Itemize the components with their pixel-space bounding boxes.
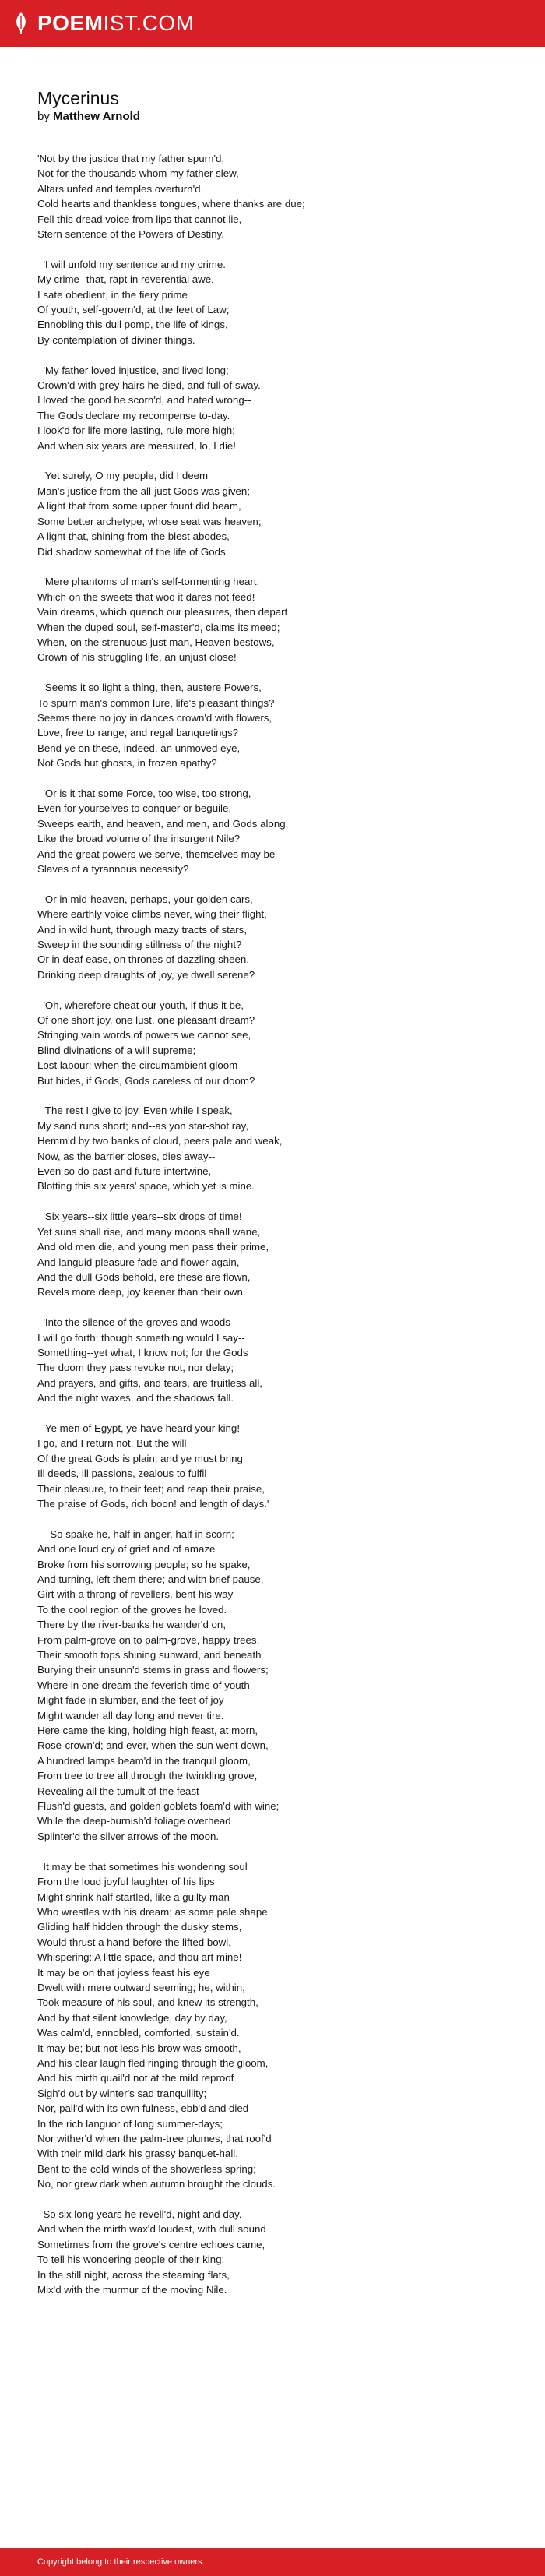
poem-line: Sweeps earth, and heaven, and men, and Gods along, <box>37 817 289 830</box>
poem-byline <box>37 109 520 125</box>
poem-line: Of the great Gods is plain; and ye must bring <box>37 1452 243 1464</box>
poem-line: Sigh'd out by winter's sad tranquillity; <box>37 2087 207 2099</box>
poem-line: Blotting this six years' space, which yet is mine. <box>37 1180 255 1193</box>
poem-line: Of youth, self-govern'd, at the feet of Law; <box>37 304 230 316</box>
poem-line: A hundred lamps beam'd in the tranquil gloom, <box>37 1754 251 1767</box>
poem-line: But hides, if Gods, Gods careless of our doom? <box>37 1074 255 1087</box>
poem-line: There by the river-banks he wander'd on, <box>37 1619 227 1631</box>
poem-line: Stringing vain words of powers we cannot see, <box>37 1029 251 1041</box>
poem-line: 'The rest I give to joy. Even while I speak, <box>37 1105 233 1117</box>
poem-line: Bend ye on these, indeed, an unmoved eye, <box>37 742 241 754</box>
poem-line: Who wrestles with his dream; as some pale shape <box>37 1905 268 1918</box>
poem-author[interactable]: Matthew Arnold <box>53 110 140 123</box>
poem-line: Their smooth tops shining sunward, and beneath <box>37 1649 262 1662</box>
poem-line: It may be that sometimes his wondering soul <box>37 1860 248 1873</box>
poem-stanza <box>37 892 520 982</box>
poem-line: The doom they pass revoke not, nor delay; <box>37 1362 234 1374</box>
poem-line: My sand runs short; and--as yon star-shot ray, <box>37 1119 248 1132</box>
site-footer <box>0 2548 545 2576</box>
poem-line: Splinter'd the silver arrows of the moon. <box>37 1830 220 1842</box>
poem-line: Gliding half hidden through the dusky stems, <box>37 1921 242 1933</box>
poem-line: Bent to the cold winds of the showerless spring; <box>37 2162 256 2175</box>
logo-bold-text: POEM <box>37 11 104 35</box>
poem-line: And the dull Gods behold, ere these are flown, <box>37 1270 251 1283</box>
poem-line: And turning, left them there; and with brief pause, <box>37 1573 264 1585</box>
copyright-text: Copyright belong to their respective owners. <box>37 2557 205 2567</box>
poem-line: I will go forth; though something would I say-- <box>37 1331 245 1344</box>
poem-line: From tree to tree all through the twinkling grove, <box>37 1770 258 1782</box>
poem-line: Yet suns shall rise, and many moons shall wane, <box>37 1225 261 1238</box>
poem-line: Nor wither'd when the palm-tree plumes, that roof'd <box>37 2133 272 2144</box>
poem-line: And his clear laugh fled ringing through the gloom, <box>37 2056 269 2069</box>
poem-line: I look'd for life more lasting, rule more high; <box>37 425 235 437</box>
poem-container <box>37 87 520 2313</box>
poem-line: Crown'd with grey hairs he died, and full of sway. <box>37 379 261 392</box>
poem-line: Crown of his struggling life, an unjust close! <box>37 651 237 664</box>
logo-light-text: IST.COM <box>103 11 195 35</box>
site-header <box>0 0 545 47</box>
poem-line: And his mirth quail'd not at the mild reproof <box>37 2072 234 2084</box>
poem-line: 'I will unfold my sentence and my crime. <box>37 258 226 270</box>
poem-line: 'Or is it that some Force, too wise, too strong, <box>37 787 251 799</box>
poem-line: I loved the good he scorn'd, and hated wrong-- <box>37 394 251 407</box>
poem-line: When the duped soul, self-master'd, claims its meed; <box>37 621 280 633</box>
poem-line: 'Ye men of Egypt, ye have heard your king! <box>37 1422 241 1434</box>
poem-line: Mix'd with the murmur of the moving Nile. <box>37 2284 227 2296</box>
poem-stanza <box>37 998 520 1088</box>
poem-line: Whispering: A little space, and thou art mine! <box>37 1951 242 1964</box>
poem-line: To tell his wondering people of their king; <box>37 2254 225 2266</box>
poem-stanza <box>37 1859 520 2192</box>
poem-line: Drinking deep draughts of joy, ye dwell serene? <box>37 968 255 981</box>
poem-line: And in wild hunt, through mazy tracts of stars, <box>37 923 248 936</box>
poem-line: And by that silent knowledge, day by day, <box>37 2011 227 2024</box>
poem-stanza <box>37 1527 520 1845</box>
poem-line: The praise of Gods, rich boon! and length of days.' <box>37 1497 269 1510</box>
poem-line: 'Not by the justice that my father spurn'd, <box>37 153 225 164</box>
poem-line: 'Mere phantoms of man's self-tormenting heart, <box>37 576 260 588</box>
poem-line: Girt with a throng of revellers, bent his way <box>37 1588 234 1601</box>
poem-line: Ennobling this dull pomp, the life of kings, <box>37 319 228 331</box>
poem-line: So six long years he revell'd, night and day. <box>37 2208 242 2221</box>
poem-stanza <box>37 680 520 770</box>
poem-line: Vain dreams, which quench our pleasures, then depart <box>37 606 288 618</box>
poem-line: A light that from some upper fount did beam, <box>37 500 241 513</box>
poem-line: I go, and I return not. But the will <box>37 1437 187 1450</box>
poem-line: 'Or in mid-heaven, perhaps, your golden cars, <box>37 893 253 905</box>
poem-stanza <box>37 1421 520 1511</box>
poem-line: Did shadow somewhat of the life of Gods. <box>37 545 229 558</box>
poem-body <box>37 151 520 2297</box>
poem-line: Where in one dream the feverish time of youth <box>37 1679 250 1691</box>
poem-line: From the loud joyful laughter of his lips <box>37 1876 215 1888</box>
poem-line: While the deep-burnish'd foliage overhead <box>37 1815 231 1827</box>
poem-line: Might fade in slumber, and the feet of joy <box>37 1694 224 1707</box>
poem-line: Or in deaf ease, on thrones of dazzling sheen, <box>37 953 250 966</box>
poem-line: It may be on that joyless feast his eye <box>37 1966 210 1979</box>
poem-line: Some better archetype, whose seat was heaven; <box>37 515 262 527</box>
poem-line: From palm-grove on to palm-grove, happy trees, <box>37 1633 260 1646</box>
poem-line: 'Seems it so light a thing, then, austere Powers, <box>37 682 262 694</box>
poem-stanza <box>37 786 520 876</box>
poem-line: Ill deeds, ill passions, zealous to fulfil <box>37 1468 207 1480</box>
poem-line: No, nor grew dark when autumn brought the clouds. <box>37 2178 276 2190</box>
poem-stanza <box>37 151 520 241</box>
poem-line: Flush'd guests, and golden goblets foam'd with wine; <box>37 1800 280 1813</box>
poem-stanza <box>37 1103 520 1193</box>
poem-line: And when six years are measured, lo, I die! <box>37 439 236 452</box>
poem-line: The Gods declare my recompense to-day. <box>37 409 230 421</box>
poem-line: Something--yet what, I know not; for the Gods <box>37 1346 248 1358</box>
poem-line: Blind divinations of a will supreme; <box>37 1044 196 1056</box>
poem-line: Fell this dread voice from lips that cannot lie, <box>37 213 242 225</box>
poem-line: A light that, shining from the blest abodes, <box>37 530 230 543</box>
poem-line: Burying their unsunn'd stems in grass and flowers; <box>37 1664 269 1676</box>
poem-line: In the rich languor of long summer-days; <box>37 2117 223 2130</box>
poem-line: Sweep in the sounding stillness of the night? <box>37 939 242 951</box>
poem-line: Stern sentence of the Powers of Destiny. <box>37 228 224 241</box>
poem-line: Was calm'd, ennobled, comforted, sustain'd. <box>37 2027 240 2039</box>
poem-line: 'Oh, wherefore cheat our youth, if thus it be, <box>37 999 244 1011</box>
poem-line: Their pleasure, to their feet; and reap their praise, <box>37 1482 265 1495</box>
poem-line: Would thrust a hand before the lifted bowl, <box>37 1936 231 1948</box>
poem-stanza <box>37 257 520 347</box>
poem-line: Love, free to range, and regal banquetings? <box>37 727 239 739</box>
poem-line: Here came the king, holding high feast, at morn, <box>37 1725 258 1737</box>
poem-stanza <box>37 1209 520 1299</box>
poem-line: Of one short joy, one lust, one pleasant dream? <box>37 1014 255 1027</box>
poem-stanza <box>37 574 520 664</box>
poem-line: Even for yourselves to conquer or beguile, <box>37 802 232 815</box>
poem-line: My crime--that, rapt in reverential awe, <box>37 273 214 286</box>
poem-line: Not for the thousands whom my father slew, <box>37 167 239 180</box>
poem-line: Broke from his sorrowing people; so he spake, <box>37 1558 251 1570</box>
poem-line: Lost labour! when the circumambient gloom <box>37 1059 238 1072</box>
poem-line: 'Six years--six little years--six drops of time! <box>37 1210 242 1223</box>
poem-line: Dwelt with mere outward seeming; he, within, <box>37 1981 245 1993</box>
poem-line: With their mild dark his grassy banquet-hall, <box>37 2148 238 2160</box>
poem-line: Hemm'd by two banks of cloud, peers pale and weak, <box>37 1135 283 1147</box>
poem-line: --So spake he, half in anger, half in scorn; <box>37 1528 234 1540</box>
poem-line: Cold hearts and thankless tongues, where thanks are due; <box>37 198 305 210</box>
poem-line: Slaves of a tyrannous necessity? <box>37 863 189 875</box>
poem-line: Revealing all the tumult of the feast-- <box>37 1785 206 1797</box>
poem-line: By contemplation of diviner things. <box>37 333 195 346</box>
poem-line: Took measure of his soul, and knew its strength, <box>37 1996 258 2009</box>
poem-line: Sometimes from the grove's centre echoes came, <box>37 2238 265 2250</box>
poem-line: Even so do past and future intertwine, <box>37 1165 212 1178</box>
poem-stanza <box>37 363 520 453</box>
site-logo[interactable] <box>37 11 195 36</box>
poem-line: Seems there no joy in dances crown'd with flowers, <box>37 711 272 724</box>
quill-icon[interactable] <box>12 11 30 36</box>
poem-line: 'Yet surely, O my people, did I deem <box>37 470 209 482</box>
poem-line: And when the mirth wax'd loudest, with dull sound <box>37 2223 266 2236</box>
poem-line: 'Into the silence of the groves and woods <box>37 1316 230 1329</box>
poem-line: Might wander all day long and never tire. <box>37 1709 224 1721</box>
poem-line: And languid pleasure fade and flower again, <box>37 1256 240 1268</box>
poem-line: Like the broad volume of the insurgent Nile? <box>37 833 241 845</box>
poem-line: In the still night, across the steaming flats, <box>37 2268 230 2281</box>
poem-line: Man's justice from the all-just Gods was given; <box>37 485 251 497</box>
poem-line: Not Gods but ghosts, in frozen apathy? <box>37 757 217 770</box>
poem-line: Might shrink half startled, like a guilty man <box>37 1891 230 1903</box>
poem-line: Rose-crown'd; and ever, when the sun went down, <box>37 1739 269 1752</box>
poem-line: Which on the sweets that woo it dares not feed! <box>37 590 255 603</box>
by-label: by <box>37 110 50 123</box>
poem-line: I sate obedient, in the fiery prime <box>37 288 188 301</box>
poem-line: It may be; but not less his brow was smooth, <box>37 2042 241 2054</box>
poem-line: Nor, pall'd with its own fulness, ebb'd and died <box>37 2102 249 2115</box>
poem-line: And the great powers we serve, themselves may be <box>37 848 276 860</box>
poem-line: And old men die, and young men pass their prime, <box>37 1241 269 1253</box>
poem-line: 'My father loved injustice, and lived long; <box>37 364 229 376</box>
poem-line: When, on the strenuous just man, Heaven bestows, <box>37 636 275 648</box>
poem-title: Mycerinus <box>37 88 119 108</box>
poem-line: Now, as the barrier closes, dies away-- <box>37 1150 216 1162</box>
poem-stanza <box>37 1315 520 1405</box>
poem-stanza <box>37 2207 520 2297</box>
poem-stanza <box>37 468 520 559</box>
poem-line: And the night waxes, and the shadows fall. <box>37 1392 234 1404</box>
poem-line: Altars unfed and temples overturn'd, <box>37 182 204 195</box>
poem-line: Where earthly voice climbs never, wing their flight, <box>37 908 267 921</box>
poem-line: And prayers, and gifts, and tears, are fruitless all, <box>37 1376 262 1389</box>
poem-line: And one loud cry of grief and of amaze <box>37 1543 216 1556</box>
poem-line: Revels more deep, joy keener than their own. <box>37 1286 246 1299</box>
poem-line: To the cool region of the groves he loved. <box>37 1603 227 1616</box>
poem-line: To spurn man's common lure, life's pleasant things? <box>37 696 275 709</box>
